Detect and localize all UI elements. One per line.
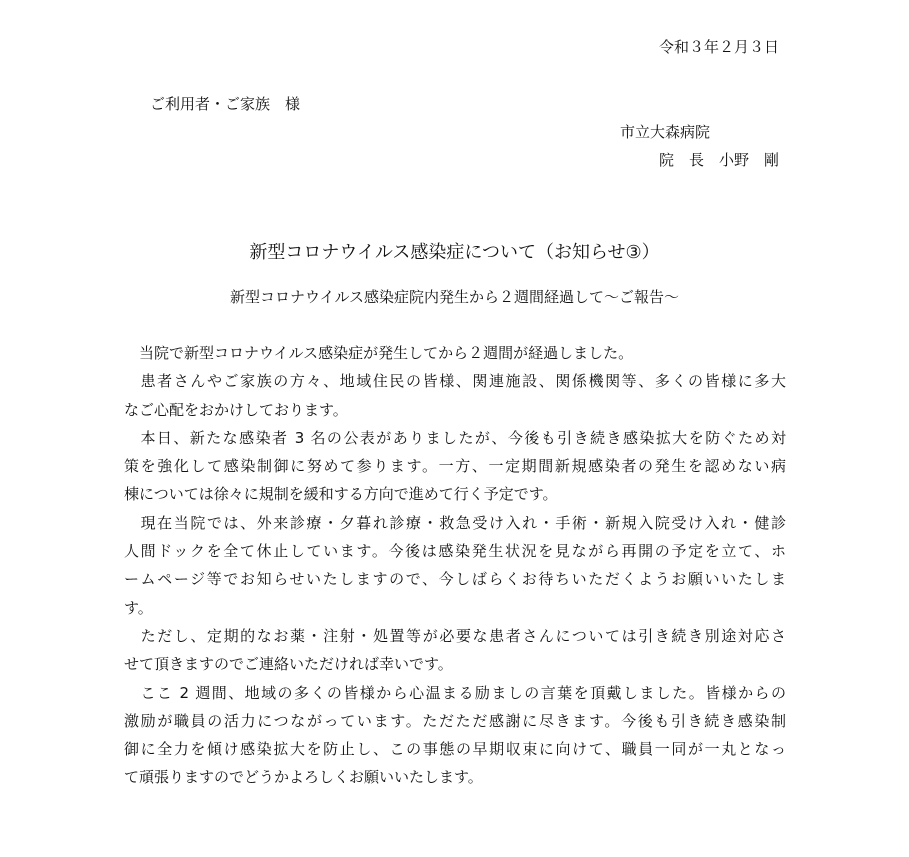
body-line: ここ 2 週間、地域の多くの皆様から心温まる励ましの言葉を頂戴しました。皆様からの bbox=[124, 683, 786, 702]
body-line: 患者さんやご家族の方々、地域住民の皆様、関連施設、関係機関等、多くの皆様に多大 bbox=[124, 372, 786, 391]
paragraph bbox=[124, 424, 786, 509]
body-line: せて頂きますのでご連絡いただければ幸いです。 bbox=[124, 655, 453, 674]
paragraph bbox=[124, 679, 786, 792]
body-line: 本日、新たな感染者 3 名の公表がありましたが、今後も引き続き感染拡大を防ぐため対 bbox=[124, 428, 786, 447]
body-line: ただし、定期的なお薬・注射・処置等が必要な患者さんについては引き続き別途対応さ bbox=[124, 626, 786, 645]
body-line: 策を強化して感染制御に努めて参ります。一方、一定期間新規感染者の発生を認めない病 bbox=[124, 457, 786, 476]
document-subtitle: 新型コロナウイルス感染症院内発生から２週間経過して～ご報告～ bbox=[229, 288, 680, 306]
body-line: 当院で新型コロナウイルス感染症が発生してから２週間が経過しました。 bbox=[124, 344, 634, 362]
body-line: 人間ドックを全て休止しています。今後は感染発生状況を見ながら再開の予定を立て、ホ bbox=[124, 542, 786, 561]
body-line: 激励が職員の活力につながっています。ただただ感謝に尽きます。今後も引き続き感染制 bbox=[124, 711, 786, 730]
body-line: ームページ等でお知らせいたしますので、今しばらくお待ちいただくようお願いいたしま bbox=[124, 570, 786, 589]
body-line: て頑張りますのでどうかよろしくお願いいたします。 bbox=[124, 768, 483, 787]
paragraph bbox=[124, 367, 786, 424]
sender-name: 院 長 小野 剛 bbox=[658, 151, 779, 169]
document-date: 令和３年２月３日 bbox=[658, 38, 779, 56]
paragraph bbox=[124, 339, 786, 367]
paragraph bbox=[124, 622, 786, 679]
body-line: 御に全力を傾け感染拡大を防止し、この事態の早期収束に向けて、職員一同が一丸となっ bbox=[124, 740, 786, 759]
recipient-line: ご利用者・ご家族 様 bbox=[150, 95, 301, 113]
body-line: す。 bbox=[124, 598, 153, 617]
body-line: 棟については徐々に規制を緩和する方向で進めて行く予定です。 bbox=[124, 485, 558, 504]
paragraph bbox=[124, 509, 786, 622]
body-line: 現在当院では、外来診療・夕暮れ診療・救急受け入れ・手術・新規入院受け入れ・健診 bbox=[124, 513, 786, 532]
body-line: なご心配をおかけしております。 bbox=[124, 400, 348, 419]
sender-organization: 市立大森病院 bbox=[620, 123, 711, 141]
document-body bbox=[124, 339, 786, 792]
document-title: 新型コロナウイルス感染症について（お知らせ③） bbox=[249, 242, 660, 263]
